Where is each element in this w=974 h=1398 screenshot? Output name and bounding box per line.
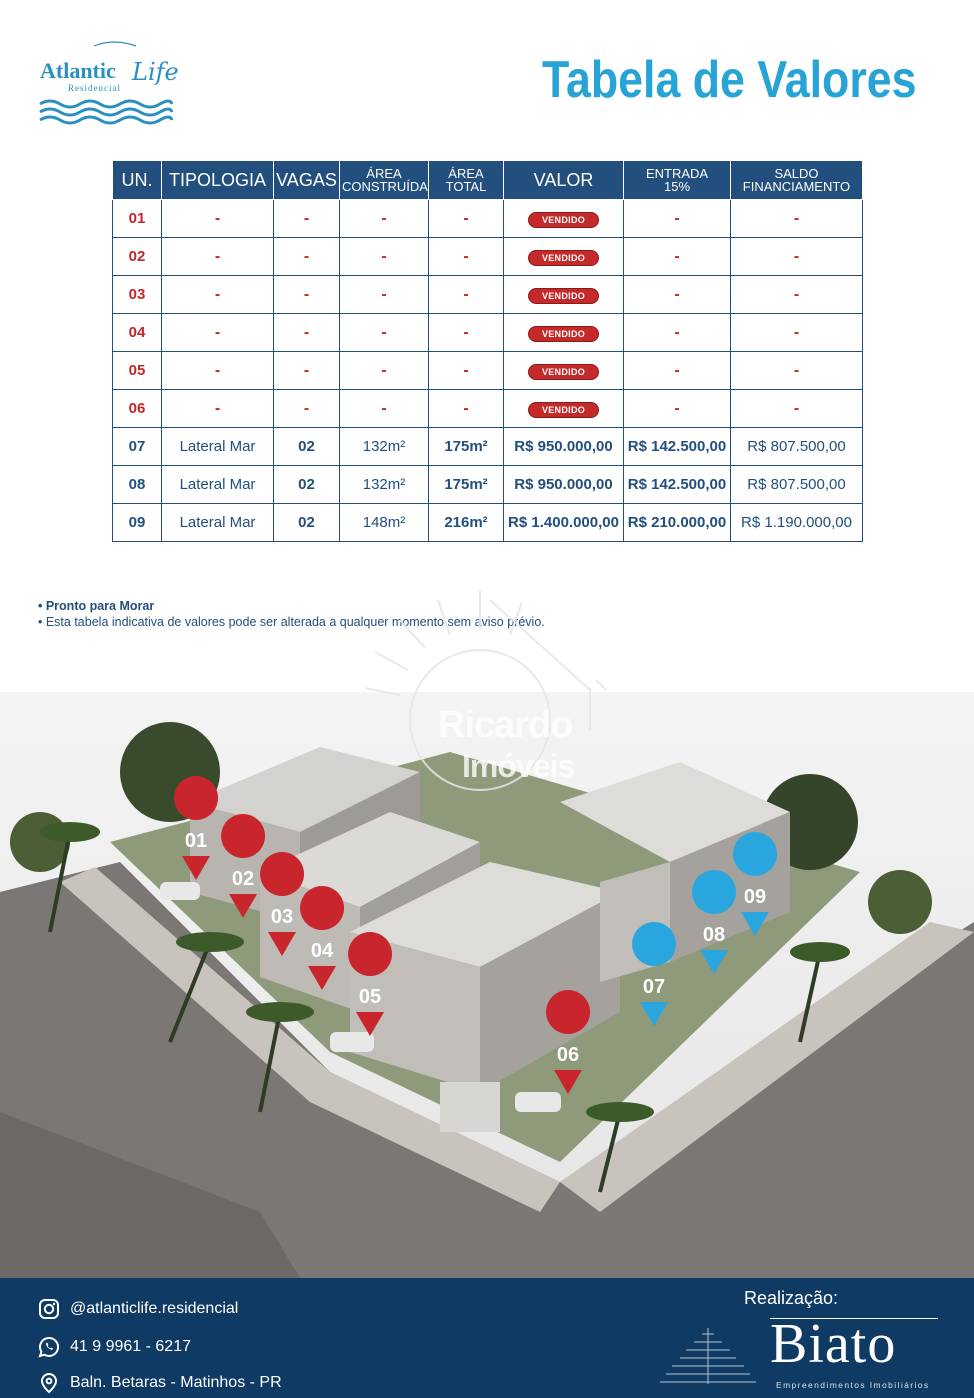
cell-saldo: R$ 807.500,00	[731, 466, 863, 504]
cell-un: 03	[113, 276, 162, 314]
cell-un: 09	[113, 504, 162, 542]
cell-entrada: -	[624, 352, 731, 390]
cell-vagas: 02	[274, 428, 340, 466]
cell-entrada: -	[624, 238, 731, 276]
page-title: Tabela de Valores	[541, 51, 916, 109]
col-header-un: UN.	[113, 161, 162, 200]
address	[38, 1372, 282, 1394]
cell-entrada: -	[624, 200, 731, 238]
svg-text:05: 05	[358, 986, 382, 1008]
logo-subtitle: Residencial	[68, 83, 121, 93]
sold-badge: VENDIDO	[528, 212, 599, 228]
biato-building-icon	[656, 1322, 760, 1386]
cell-entrada: R$ 142.500,00	[624, 428, 731, 466]
cell-un: 04	[113, 314, 162, 352]
col-header-area-construida: ÁREA CONSTRUÍDA	[340, 161, 429, 200]
cell-tipologia: -	[162, 276, 274, 314]
cell-area-construida: -	[340, 200, 429, 238]
cell-valor	[504, 200, 624, 238]
cell-entrada: -	[624, 276, 731, 314]
cell-valor: R$ 1.400.000,00	[504, 504, 624, 542]
cell-un: 07	[113, 428, 162, 466]
cell-area-total: -	[429, 352, 504, 390]
cell-tipologia: -	[162, 390, 274, 428]
cell-tipologia: -	[162, 238, 274, 276]
cell-saldo: -	[731, 276, 863, 314]
cell-area-construida: -	[340, 314, 429, 352]
instagram-link[interactable]	[38, 1298, 238, 1320]
cell-area-construida: 132m²	[340, 466, 429, 504]
cell-vagas: -	[274, 314, 340, 352]
cell-valor	[504, 238, 624, 276]
sold-badge: VENDIDO	[528, 402, 599, 418]
price-table	[112, 160, 863, 542]
location-pin-icon	[38, 1372, 60, 1394]
note-ready: • Pronto para Morar	[38, 599, 155, 613]
biato-brand: Biato	[770, 1313, 897, 1375]
sold-badge: VENDIDO	[528, 250, 599, 266]
cell-un: 08	[113, 466, 162, 504]
table-row	[113, 504, 863, 542]
cell-vagas: -	[274, 390, 340, 428]
cell-vagas: 02	[274, 466, 340, 504]
cell-area-total: -	[429, 314, 504, 352]
cell-saldo: R$ 807.500,00	[731, 428, 863, 466]
logo-name: Atlantic	[40, 58, 116, 83]
cell-vagas: 02	[274, 504, 340, 542]
cell-area-construida: 132m²	[340, 428, 429, 466]
cell-tipologia: -	[162, 200, 274, 238]
cell-area-total: -	[429, 390, 504, 428]
col-header-vagas: VAGAS	[274, 161, 340, 200]
cell-area-construida: -	[340, 352, 429, 390]
svg-text:07: 07	[642, 976, 666, 998]
cell-area-total: -	[429, 200, 504, 238]
table-row	[113, 466, 863, 504]
svg-text:06: 06	[556, 1044, 580, 1066]
cell-valor	[504, 276, 624, 314]
table-row	[113, 276, 863, 314]
cell-area-construida: -	[340, 390, 429, 428]
whatsapp-link[interactable]	[38, 1336, 191, 1358]
svg-text:02: 02	[231, 868, 255, 890]
cell-un: 06	[113, 390, 162, 428]
cell-tipologia: Lateral Mar	[162, 428, 274, 466]
cell-entrada: -	[624, 390, 731, 428]
cell-area-total: 216m²	[429, 504, 504, 542]
cell-saldo: R$ 1.190.000,00	[731, 504, 863, 542]
cell-vagas: -	[274, 276, 340, 314]
svg-text:04: 04	[310, 940, 334, 962]
table-row	[113, 390, 863, 428]
cell-saldo: -	[731, 352, 863, 390]
cell-entrada: R$ 142.500,00	[624, 466, 731, 504]
svg-text:01: 01	[184, 830, 208, 852]
cell-area-construida: -	[340, 238, 429, 276]
col-header-entrada: ENTRADA 15%	[624, 161, 731, 200]
col-header-area-total: ÁREA TOTAL	[429, 161, 504, 200]
cell-valor: R$ 950.000,00	[504, 428, 624, 466]
cell-valor	[504, 314, 624, 352]
cell-tipologia: Lateral Mar	[162, 504, 274, 542]
cell-saldo: -	[731, 314, 863, 352]
cell-vagas: -	[274, 238, 340, 276]
cell-saldo: -	[731, 390, 863, 428]
cell-tipologia: Lateral Mar	[162, 466, 274, 504]
realizacao-label: Realização:	[744, 1288, 839, 1308]
cell-area-total: 175m²	[429, 428, 504, 466]
table-header-row	[113, 161, 863, 200]
logo-script: Life	[132, 58, 179, 86]
address-text: Baln. Betaras - Matinhos - PR	[70, 1374, 282, 1391]
cell-valor	[504, 390, 624, 428]
sold-badge: VENDIDO	[528, 364, 599, 380]
svg-text:09: 09	[743, 886, 767, 908]
svg-text:08: 08	[702, 924, 726, 946]
biato-tagline: Empreendimentos Imobiliários	[776, 1380, 930, 1390]
table-row	[113, 352, 863, 390]
watermark-text-1: Ricardo	[438, 704, 573, 746]
atlantic-life-logo	[36, 38, 179, 130]
cell-tipologia: -	[162, 352, 274, 390]
svg-text:03: 03	[270, 906, 294, 928]
sold-badge: VENDIDO	[528, 288, 599, 304]
table-row	[113, 238, 863, 276]
col-header-tipologia: TIPOLOGIA	[162, 161, 274, 200]
cell-valor	[504, 352, 624, 390]
cell-tipologia: -	[162, 314, 274, 352]
cell-un: 02	[113, 238, 162, 276]
cell-area-construida: 148m²	[340, 504, 429, 542]
instagram-handle: @atlanticlife.residencial	[70, 1300, 239, 1317]
cell-un: 01	[113, 200, 162, 238]
whatsapp-icon	[38, 1336, 60, 1358]
watermark-text-2: Imóveis	[462, 748, 575, 784]
cell-area-total: 175m²	[429, 466, 504, 504]
cell-saldo: -	[731, 200, 863, 238]
phone-number: 41 9 9961 - 6217	[70, 1338, 191, 1355]
cell-valor: R$ 950.000,00	[504, 466, 624, 504]
note-disclaimer: • Esta tabela indicativa de valores pode ser alterada a qualquer momento sem aviso prévio.	[38, 615, 545, 629]
table-row	[113, 428, 863, 466]
col-header-saldo: SALDO FINANCIAMENTO	[731, 161, 863, 200]
instagram-icon	[38, 1298, 60, 1320]
cell-area-total: -	[429, 238, 504, 276]
table-row	[113, 314, 863, 352]
sold-badge: VENDIDO	[528, 326, 599, 342]
col-header-valor: VALOR	[504, 161, 624, 200]
table-row	[113, 200, 863, 238]
cell-entrada: R$ 210.000,00	[624, 504, 731, 542]
cell-saldo: -	[731, 238, 863, 276]
cell-un: 05	[113, 352, 162, 390]
cell-entrada: -	[624, 314, 731, 352]
cell-vagas: -	[274, 200, 340, 238]
cell-area-construida: -	[340, 276, 429, 314]
cell-area-total: -	[429, 276, 504, 314]
cell-vagas: -	[274, 352, 340, 390]
